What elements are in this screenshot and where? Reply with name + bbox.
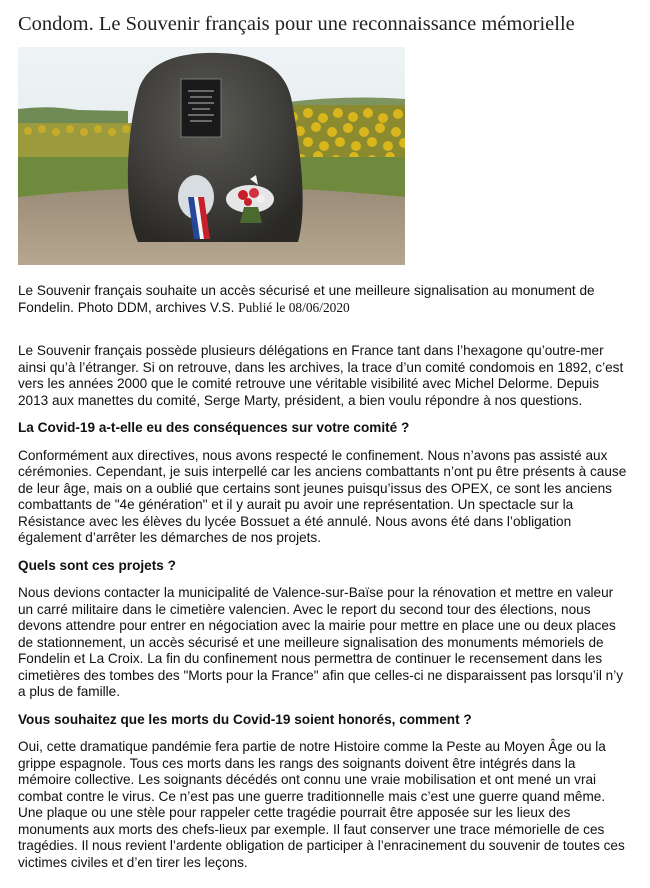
answer-paragraph-2: Nous devions contacter la municipalité de Valence-sur-Baïse pour la rénovation et mettre en valeur un carré militaire dans le cimetière valencien. Avec le report du second tour des élections, nous devons attendre pour entrer en négociation avec la mairie pour mettre en place une ou deux places de stationnement, un accès sécurisé et une meilleure signalisation des monuments mémoriels de Fondelin et La Croix. La fin du confinement nous permettra de continuer le recensement dans les cimetières des tombes des "Morts pour la France" afin que celles-ci ne disparaissent pas lorsqu’il n’y a plus de famille.	[18, 585, 624, 699]
question-heading-1: La Covid-19 a-t-elle eu des conséquences sur votre comité ?	[18, 420, 410, 435]
answer-paragraph-1: Conformément aux directives, nous avons respecté le confinement. Nous n’avons pas assisté aux cérémonies. Cependant, je suis interpellé car les anciens combattants n’ont pu être présents à cause de leur âge, mais on a oublié que certains sont jeunes puisqu’issus des OPEX, ce sont les anciens combattants de "4e génération" et il y aurait pu avoir une représentation. Un spectacle sur la Résistance avec les élèves du lycée Bossuet a été annulé. Nous avons été dans l’obligation également d’arrêter les démarches de nos projets.	[18, 447, 627, 545]
publication-date: Publié le 08/06/2020	[238, 299, 350, 315]
intro-paragraph: Le Souvenir français possède plusieurs délégations en France tant dans l’hexagone qu’outre-mer ainsi qu’à l’étranger. Si on retrouve, dans les archives, la trace d’un comité condomois en 1892, c’est vers les années 2000 que le comité retrouve une véritable visibilité avec Michel Delorme. Depuis 2013 aux manettes du comité, Serge Marty, président, a bien voulu répondre à nos questions.	[18, 343, 624, 408]
monument-photo	[18, 47, 405, 265]
answer-paragraph-3: Oui, cette dramatique pandémie fera partie de notre Histoire comme la Peste au Moyen Âge ou la grippe espagnole. Tous ces morts dans les rangs des soignants doivent être intégrés dans la mémoire collective. Les soignants décédés ont connu une vraie mobilisation et ont mené un vrai combat contre le virus. Ce n’est pas une guerre traditionnelle mais c’est une guerre quand même. Une plaque ou une stèle pour rappeler cette tragédie pourrait être apposée sur les lieux des monuments aux morts des chefs-lieux par exemple. Il faut conserver une trace mémorielle de ces tragédies. Il nous revient l’ardente obligation de participer à l’enracinement du souvenir de toutes ces victimes civiles et d’en tirer les leçons.	[18, 739, 625, 870]
photo-caption-text: Le Souvenir français souhaite un accès sécurisé et une meilleure signalisation au monument de Fondelin. Photo DDM, archives V.S.	[18, 283, 595, 315]
article-body	[18, 343, 630, 882]
question-heading-3: Vous souhaitez que les morts du Covid-19 soient honorés, comment ?	[18, 711, 472, 727]
photo-caption	[18, 283, 630, 316]
question-heading-2: Quels sont ces projets ?	[18, 557, 176, 573]
article-title: Condom. Le Souvenir français pour une reconnaissance mémorielle	[18, 13, 575, 35]
